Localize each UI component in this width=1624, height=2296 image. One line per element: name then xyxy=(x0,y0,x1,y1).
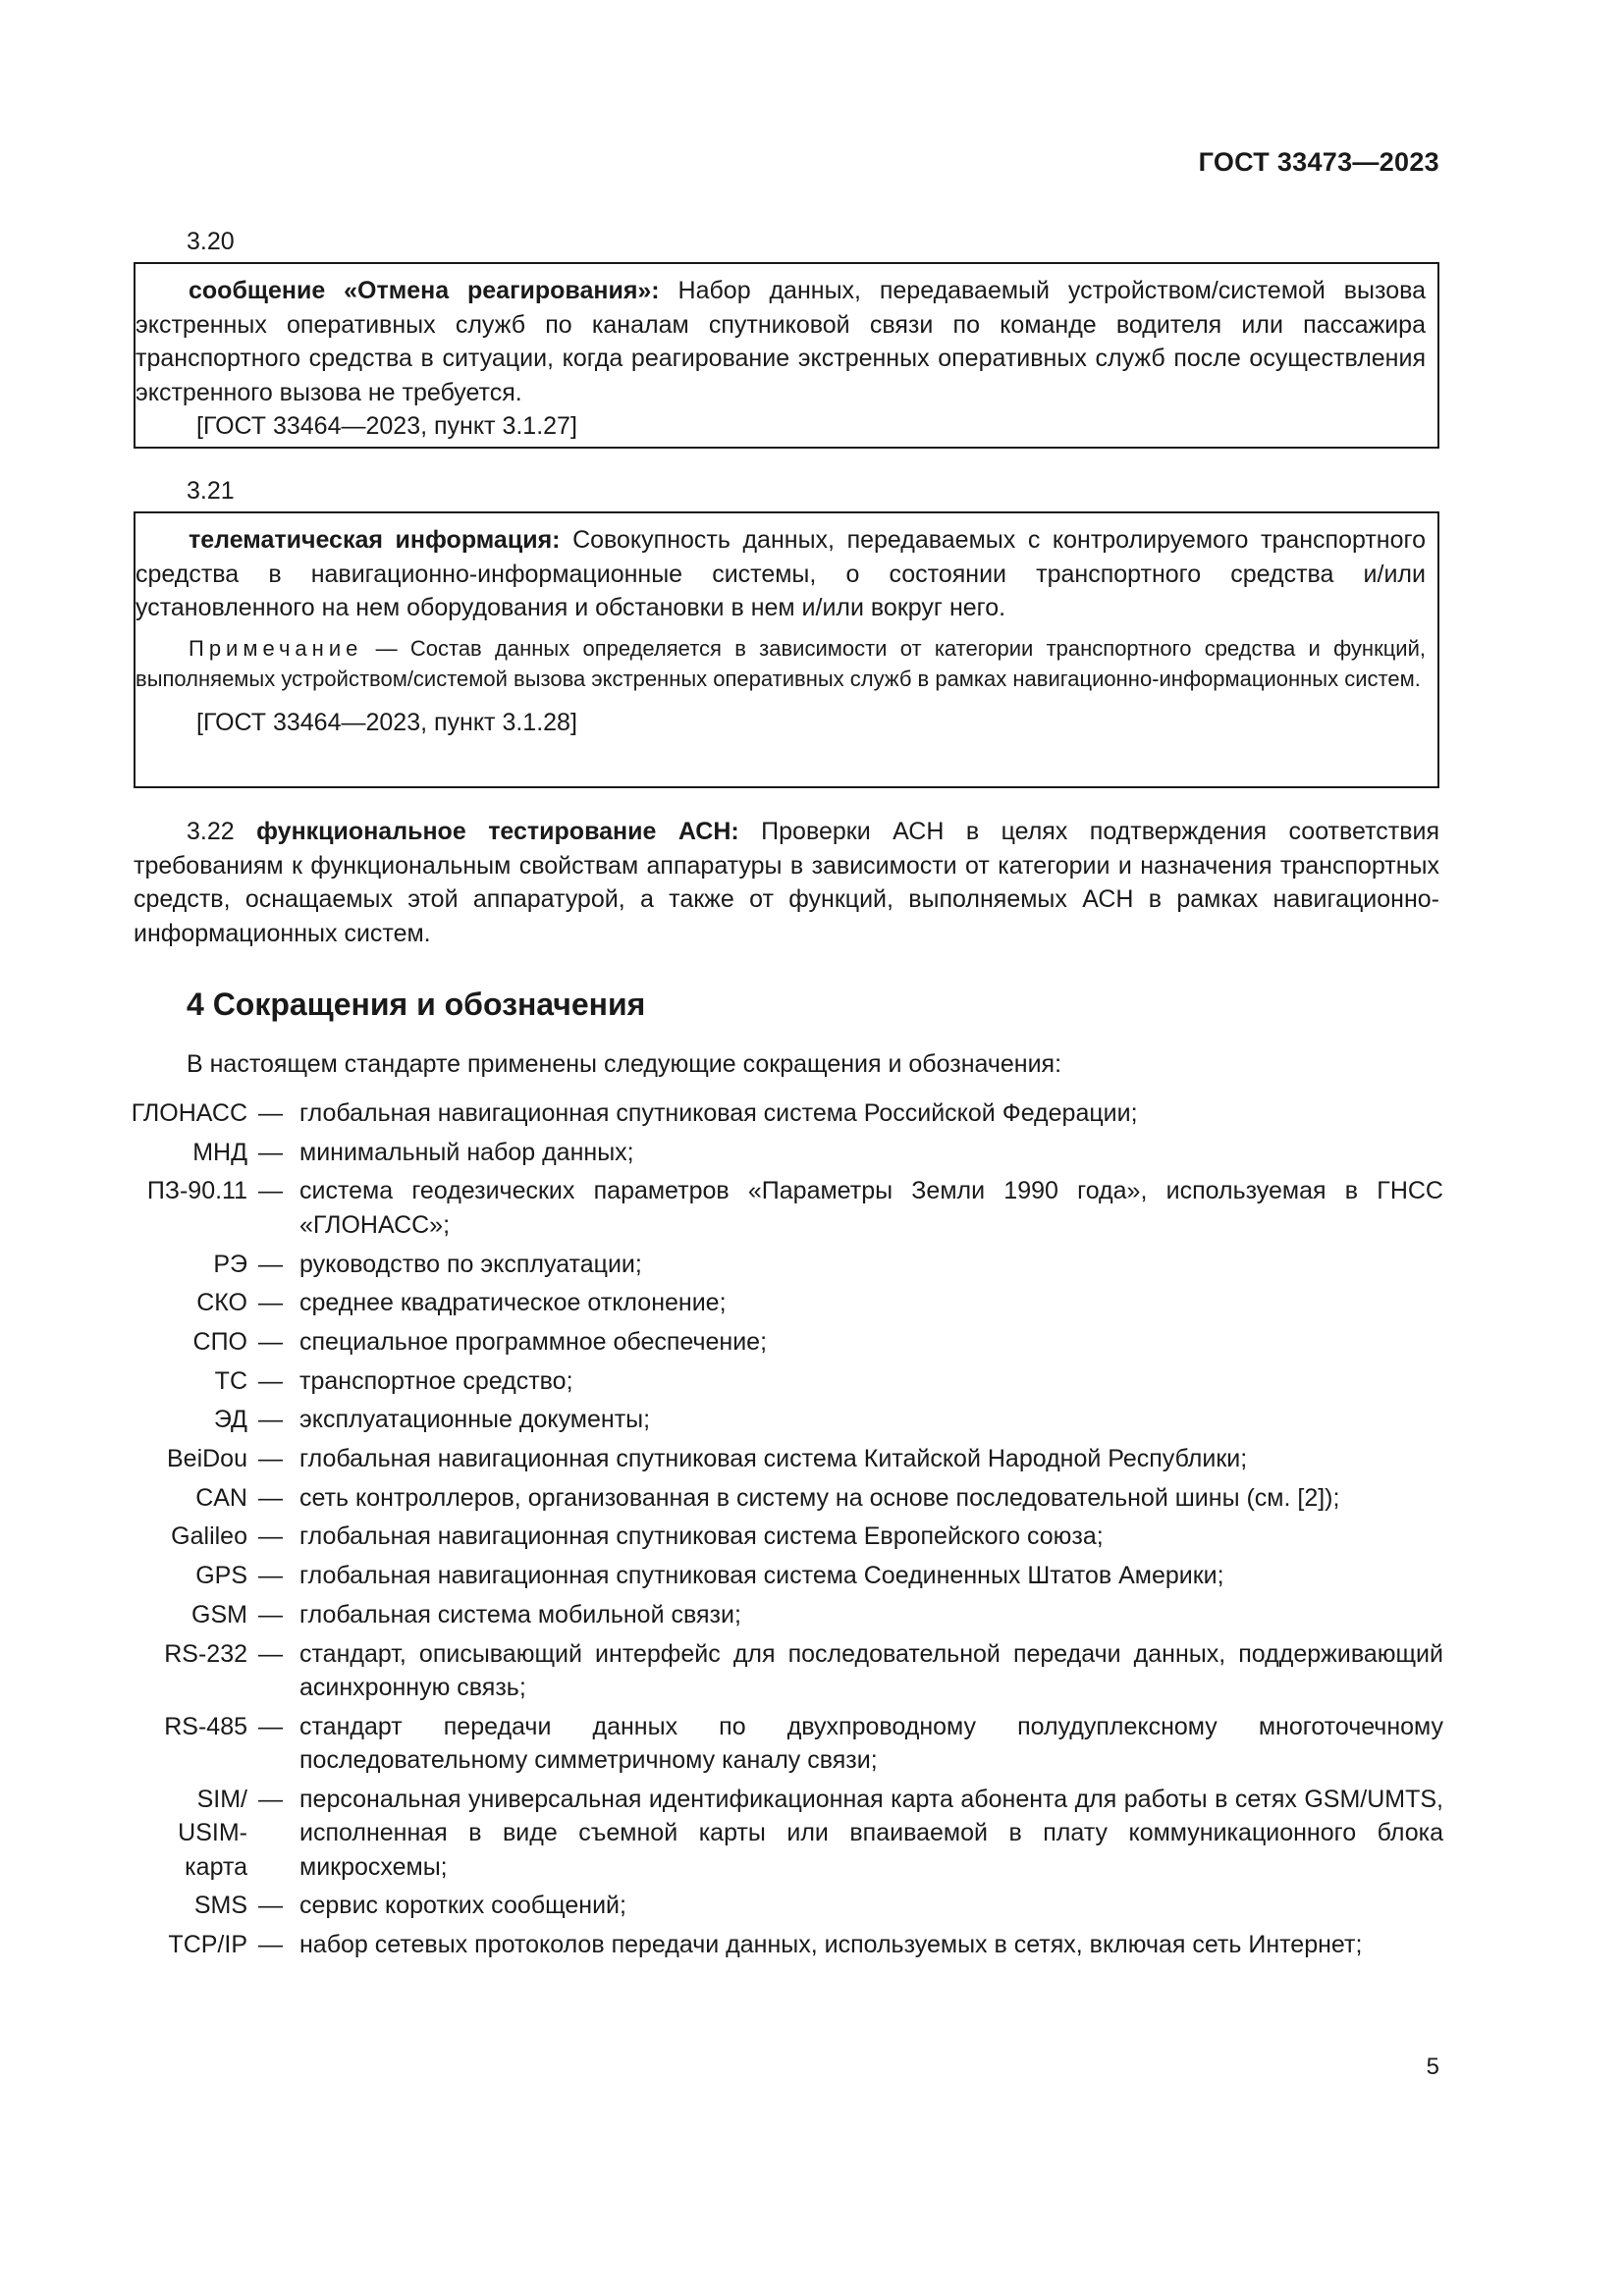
abbreviation-term: СКО xyxy=(196,1289,247,1317)
abbreviation-term: МНД xyxy=(192,1138,247,1166)
abbreviation-definition: глобальная система мобильной связи; xyxy=(299,1600,741,1629)
abbreviation-definition: эксплуатационные документы; xyxy=(299,1406,651,1434)
abbreviation-definition: специальное программное обеспечение; xyxy=(299,1327,768,1356)
term-number-3-21: 3.21 xyxy=(187,477,235,505)
term-box-3-21 xyxy=(134,511,1439,788)
abbreviation-row xyxy=(108,1286,1443,1319)
abbreviation-term: Galileo xyxy=(171,1522,247,1551)
abbreviation-definition: глобальная навигационная спутниковая система Российской Федерации; xyxy=(299,1099,1138,1127)
abbreviation-term: РЭ xyxy=(213,1250,247,1278)
term-text: Набор данных, передаваемый устройством/системой вызова экстренных оперативных служб по каналам спутниковой связи по команде водителя или пассажира транспортного средства в ситуации, когда реагирование экстренных оперативных служб после осуществления экстренного вызова не требуется. xyxy=(135,277,1426,406)
abbreviation-row xyxy=(108,1136,1443,1169)
abbreviation-term: GSM xyxy=(191,1600,247,1629)
abbreviation-term: ПЗ-90.11 xyxy=(146,1177,247,1205)
abbreviation-term: ЭД xyxy=(213,1406,247,1434)
abbreviation-term: SIM/ USIM- карта xyxy=(178,1785,247,1881)
abbreviation-row xyxy=(108,1442,1443,1475)
abbreviation-term: BeiDou xyxy=(167,1445,247,1473)
term-text: Проверки АСН в целях подтверждения соответствия требованиям к функциональным свойствам аппаратуры в зависимости от категории и назначения транспортных средств, оснащаемых этой аппаратурой, а также от функций, выполняемых АСН в рамках навигационно-информационных систем. xyxy=(134,818,1439,947)
em-dash: — xyxy=(258,1562,283,1590)
abbreviation-row xyxy=(108,1928,1443,1961)
abbreviation-definition: руководство по эксплуатации; xyxy=(299,1250,642,1278)
term-name: телематическая информация: xyxy=(189,526,561,554)
abbreviation-definition: стандарт передачи данных по двухпроводному полудуплексному многоточечному последовательному симметричному каналу связи; xyxy=(299,1712,1443,1775)
em-dash: — xyxy=(258,1366,283,1395)
em-dash: — xyxy=(258,1138,283,1166)
em-dash: — xyxy=(258,1177,283,1205)
document-header-title: ГОСТ 33473—2023 xyxy=(1198,147,1439,177)
abbreviation-definition: транспортное средство; xyxy=(299,1366,573,1395)
term-name: сообщение «Отмена реагирования»: xyxy=(189,277,660,304)
term-number-3-20: 3.20 xyxy=(187,228,235,255)
abbreviation-row xyxy=(108,1710,1443,1778)
abbreviation-definition: персональная универсальная идентификационная карта абонента для работы в сетях GSM/UMTS, исполненная в виде съемной карты или впаиваемой в плату коммуникационного блока микросхемы; xyxy=(299,1785,1443,1881)
abbreviation-definition: глобальная навигационная спутниковая система Европейского союза; xyxy=(299,1522,1104,1551)
abbreviation-definition: минимальный набор данных; xyxy=(299,1138,634,1166)
term-box-3-20 xyxy=(134,262,1439,449)
abbreviation-row xyxy=(108,1559,1443,1592)
term-paragraph-3-22 xyxy=(134,815,1439,950)
em-dash: — xyxy=(258,1892,283,1920)
abbreviation-row xyxy=(108,1096,1443,1130)
page-number: 5 xyxy=(1426,2054,1439,2080)
note-label: Примечание xyxy=(189,635,363,661)
abbreviation-definition: сервис коротких сообщений; xyxy=(299,1892,626,1920)
abbreviation-term: SMS xyxy=(193,1892,247,1920)
abbreviation-row xyxy=(108,1598,1443,1631)
em-dash: — xyxy=(258,1639,283,1668)
em-dash: — xyxy=(258,1099,283,1127)
abbreviation-term: CAN xyxy=(195,1483,247,1512)
abbreviation-list xyxy=(108,1096,1443,1967)
term-source: [ГОСТ 33464—2023, пункт 3.1.28] xyxy=(196,708,577,736)
em-dash: — xyxy=(258,1712,283,1740)
em-dash: — xyxy=(258,1483,283,1512)
term-name: функциональное тестирование АСН: xyxy=(256,818,739,845)
abbreviation-term: СПО xyxy=(192,1327,247,1356)
abbreviation-row xyxy=(108,1364,1443,1398)
abbreviation-term: TCP/IP xyxy=(168,1930,247,1958)
section-heading: 4 Сокращения и обозначения xyxy=(187,987,646,1022)
em-dash: — xyxy=(258,1406,283,1434)
em-dash: — xyxy=(258,1445,283,1473)
abbreviation-definition: набор сетевых протоколов передачи данных, используемых в сетях, включая сеть Интернет; xyxy=(299,1930,1363,1958)
note-text: — Состав данных определяется в зависимости от категории транспортного средства и функций, выполняемых устройством/системой вызова экстренных оперативных служб в рамках навигационно-информационных систем. xyxy=(135,635,1426,691)
abbreviation-row xyxy=(108,1783,1443,1884)
abbreviation-row xyxy=(108,1325,1443,1359)
em-dash: — xyxy=(258,1522,283,1551)
abbreviation-term: GPS xyxy=(195,1562,247,1590)
abbreviation-row xyxy=(108,1403,1443,1436)
em-dash: — xyxy=(258,1327,283,1356)
em-dash: — xyxy=(258,1600,283,1629)
abbreviation-row xyxy=(108,1889,1443,1922)
abbreviation-term: RS-232 xyxy=(164,1639,247,1668)
abbreviation-row xyxy=(108,1481,1443,1515)
abbreviation-term: ТС xyxy=(214,1366,247,1395)
section-intro: В настоящем стандарте применены следующие сокращения и обозначения: xyxy=(187,1050,1062,1078)
abbreviation-definition: стандарт, описывающий интерфейс для последовательной передачи данных, поддерживающий асинхронную связь; xyxy=(299,1639,1443,1701)
em-dash: — xyxy=(258,1930,283,1958)
abbreviation-term: RS-485 xyxy=(164,1712,247,1740)
term-number: 3.22 xyxy=(187,818,257,845)
term-note xyxy=(135,633,1426,694)
abbreviation-row xyxy=(108,1520,1443,1553)
term-definition xyxy=(135,274,1426,409)
abbreviation-term: ГЛОНАСС xyxy=(131,1099,247,1127)
term-definition xyxy=(135,523,1426,625)
abbreviation-definition: глобальная навигационная спутниковая система Соединенных Штатов Америки; xyxy=(299,1562,1224,1590)
term-text: Совокупность данных, передаваемых с контролируемого транспортного средства в навигационно-информационные системы, о состоянии транспортного средства и/или установленного на нем оборудования и обстановки в нем и/или вокруг него. xyxy=(135,526,1426,622)
abbreviation-row xyxy=(108,1174,1443,1242)
abbreviation-row xyxy=(108,1248,1443,1281)
abbreviation-definition: среднее квадратическое отклонение; xyxy=(299,1289,727,1317)
abbreviation-definition: глобальная навигационная спутниковая система Китайской Народной Республики; xyxy=(299,1445,1248,1473)
em-dash: — xyxy=(258,1289,283,1317)
em-dash: — xyxy=(258,1785,283,1813)
abbreviation-definition: система геодезических параметров «Параметры Земли 1990 года», используемая в ГНСС «ГЛОНАСС»; xyxy=(299,1177,1443,1239)
abbreviation-row xyxy=(108,1637,1443,1705)
abbreviation-definition: сеть контроллеров, организованная в систему на основе последовательной шины (см. [2]); xyxy=(299,1483,1340,1512)
term-source: [ГОСТ 33464—2023, пункт 3.1.27] xyxy=(196,412,577,441)
em-dash: — xyxy=(258,1250,283,1278)
